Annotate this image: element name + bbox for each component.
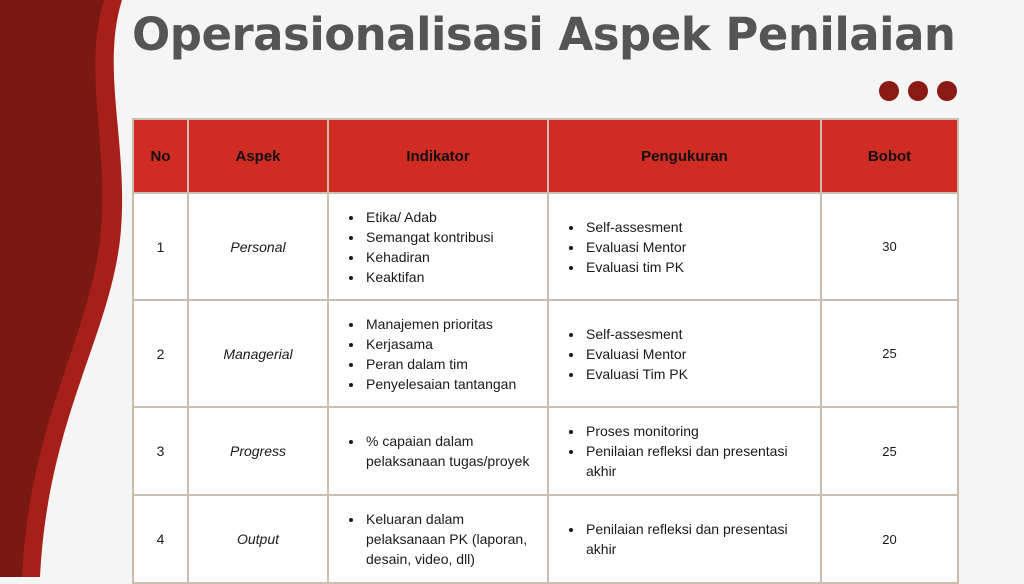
indikator-list [330, 207, 546, 287]
pengukuran-list [550, 217, 819, 277]
column-header-no: No [133, 119, 188, 193]
list-item: • Peran dalam tim [364, 354, 546, 374]
list-item: • Evaluasi Mentor [584, 344, 819, 364]
list-item: • Keluaran dalam pelaksanaan PK (laporan, desain, video, dll) [364, 509, 546, 569]
list-item: • % capaian dalam pelaksanaan tugas/proyek [364, 431, 546, 471]
cell-aspek: Personal [188, 193, 328, 300]
cell-aspek: Progress [188, 407, 328, 495]
indikator-list [330, 431, 546, 471]
page-title: Operasionalisasi Aspek Penilaian [132, 8, 956, 61]
red-wave-decoration [0, 0, 140, 577]
cell-pengukuran [548, 407, 821, 495]
list-item: • Keaktifan [364, 267, 546, 287]
cell-no: 1 [133, 193, 188, 300]
table-header-row [133, 119, 958, 193]
column-header-bobot: Bobot [821, 119, 958, 193]
cell-bobot: 30 [821, 193, 958, 300]
cell-pengukuran [548, 495, 821, 583]
indikator-list [330, 509, 546, 569]
cell-aspek: Managerial [188, 300, 328, 407]
assessment-table [132, 118, 959, 584]
list-item: • Penilaian refleksi dan presentasi akhir [584, 441, 819, 481]
cell-bobot: 25 [821, 407, 958, 495]
cell-no: 2 [133, 300, 188, 407]
table-row [133, 407, 958, 495]
list-item: • Kehadiran [364, 247, 546, 267]
list-item: • Penyelesaian tantangan [364, 374, 546, 394]
cell-bobot: 20 [821, 495, 958, 583]
cell-indikator [328, 495, 548, 583]
list-item: • Evaluasi Mentor [584, 237, 819, 257]
cell-aspek: Output [188, 495, 328, 583]
list-item: • Semangat kontribusi [364, 227, 546, 247]
decorative-dots [879, 81, 957, 101]
cell-no: 3 [133, 407, 188, 495]
table-row [133, 193, 958, 300]
list-item: • Penilaian refleksi dan presentasi akhir [584, 519, 819, 559]
column-header-aspek: Aspek [188, 119, 328, 193]
list-item: • Manajemen prioritas [364, 314, 546, 334]
cell-pengukuran [548, 193, 821, 300]
dot-icon [937, 81, 957, 101]
table-row [133, 300, 958, 407]
list-item: • Self-assesment [584, 324, 819, 344]
cell-indikator [328, 193, 548, 300]
cell-bobot: 25 [821, 300, 958, 407]
dot-icon [908, 81, 928, 101]
pengukuran-list [550, 324, 819, 384]
list-item: • Evaluasi tim PK [584, 257, 819, 277]
indikator-list [330, 314, 546, 394]
table-row [133, 495, 958, 583]
list-item: • Proses monitoring [584, 421, 819, 441]
list-item: • Kerjasama [364, 334, 546, 354]
dot-icon [879, 81, 899, 101]
pengukuran-list [550, 421, 819, 481]
list-item: • Etika/ Adab [364, 207, 546, 227]
cell-indikator [328, 407, 548, 495]
column-header-indikator: Indikator [328, 119, 548, 193]
cell-pengukuran [548, 300, 821, 407]
list-item: • Self-assesment [584, 217, 819, 237]
cell-indikator [328, 300, 548, 407]
cell-no: 4 [133, 495, 188, 583]
pengukuran-list [550, 519, 819, 559]
list-item: • Evaluasi Tim PK [584, 364, 819, 384]
column-header-pengukuran: Pengukuran [548, 119, 821, 193]
